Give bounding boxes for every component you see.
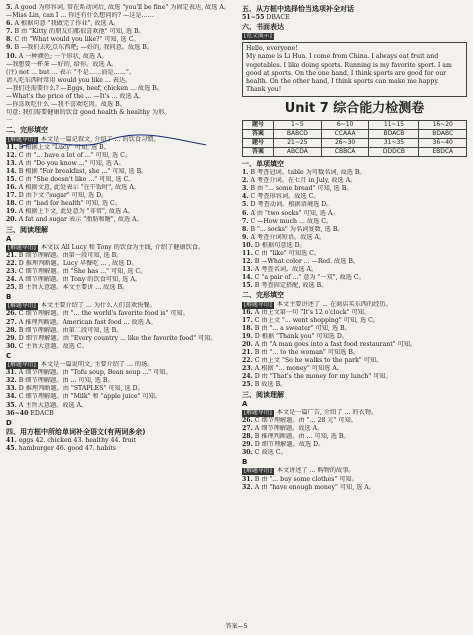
question-number: 25. bbox=[242, 381, 253, 389]
answer-text: B 细节理解题。由 ... 可知, 选 B。 bbox=[18, 377, 114, 385]
answer-text: B 由 "... some bread" 可知, 选 B。 bbox=[250, 185, 353, 193]
section-tag: [解题导语] bbox=[244, 468, 272, 475]
answer-line bbox=[6, 335, 232, 343]
section-heading: D bbox=[6, 418, 12, 427]
question-number: 6. bbox=[242, 209, 249, 217]
answer-table-label: 答案 bbox=[243, 129, 274, 138]
answer-text: C 由 "She doesn't like ..." 可知, 选 C。 bbox=[18, 175, 135, 183]
answer-text: C 由上文 "So he walks to the park" 可知。 bbox=[254, 357, 383, 365]
answer-line bbox=[242, 301, 467, 309]
question-number: 24. bbox=[6, 276, 17, 284]
answer-text: A 细节理解题。由 Tony 的饮食可知, 选 A。 bbox=[18, 276, 141, 284]
answer-line bbox=[242, 349, 467, 357]
question-number: 32. bbox=[242, 483, 253, 491]
question-number: 7. bbox=[6, 28, 13, 36]
answer-line bbox=[6, 437, 232, 445]
answer-table-cell: BABCD bbox=[274, 129, 322, 138]
answer-line bbox=[6, 310, 232, 318]
answer-text: C 由 "bad for health" 可知, 选 C。 bbox=[18, 200, 121, 208]
answer-text: A 根据上下文, 此处意为 "非常", 故选 A。 bbox=[18, 208, 134, 216]
left-column bbox=[6, 4, 232, 453]
answer-text: D 由下文 "sugar" 可知, 选 D。 bbox=[18, 192, 108, 200]
answer-text: D 细节理解题。由 "Every country ... like the favorite food" 可知。 bbox=[18, 334, 217, 342]
essay-paragraph: My name is Li Hua. I come from China. I always eat fruit and vegetables. I like doing sports. Running is my favorite sport. I am good at sports. On the one hand, I think sports are good for our health. On the other hand, I think sports can make me happy. bbox=[246, 53, 452, 85]
answer-line bbox=[242, 476, 467, 484]
answer-line bbox=[6, 343, 232, 351]
answer-text: A 主旨大意题。故选 A。 bbox=[18, 401, 88, 409]
answer-text: D 根据 "Thank you" 可知选 D。 bbox=[254, 332, 349, 340]
answer-text: —我想要一杯茶 —好的, 给你。故选 A。 bbox=[6, 60, 118, 68]
answer-line bbox=[6, 20, 232, 28]
question-number: 19. bbox=[242, 332, 253, 340]
answer-line bbox=[6, 327, 232, 335]
answer-text: DBACE bbox=[266, 14, 290, 22]
section-tag: [范文展示] bbox=[244, 33, 272, 40]
answer-text: A 考查介词短语。故选 A。 bbox=[250, 233, 326, 241]
answer-text: 本文是一篇广告, 介绍了 ... 的衣物。 bbox=[276, 408, 378, 416]
answer-line bbox=[6, 244, 232, 252]
question-number: 26. bbox=[242, 416, 253, 424]
question-number: 17. bbox=[242, 316, 253, 324]
section-heading: A bbox=[6, 234, 12, 243]
question-number: 14. bbox=[242, 274, 253, 282]
answer-table-cell: 1~5 bbox=[274, 120, 322, 129]
answer-text: B 由 "... buy some clothes" 可知。 bbox=[254, 475, 358, 483]
answer-line bbox=[6, 377, 232, 385]
answer-text: —你喜欢吃什么 —我不喜欢吃肉。故选 B。 bbox=[6, 101, 126, 109]
answer-text: B 考查冠词。table 为可数名词, 故选 B。 bbox=[250, 169, 366, 177]
section-heading: 二、完形填空 bbox=[6, 126, 48, 135]
answer-line bbox=[242, 425, 467, 433]
answer-text: A fat and sugar 表示 "脂肪和糖", 故选 A。 bbox=[18, 216, 143, 224]
section-heading: A bbox=[242, 399, 248, 408]
answer-table-cell: 36~40 bbox=[419, 138, 467, 147]
question-number: 13. bbox=[242, 266, 253, 274]
answer-line bbox=[6, 410, 232, 418]
answer-line bbox=[6, 61, 232, 69]
question-number: 12. bbox=[242, 258, 253, 266]
answer-text: A 一种颜色; 一个形状, 故选 A。 bbox=[18, 52, 108, 60]
question-number: 9. bbox=[242, 233, 249, 241]
answer-table-label: 题号 bbox=[243, 120, 274, 129]
answer-line bbox=[6, 12, 232, 20]
answer-line bbox=[6, 85, 232, 93]
answer-line bbox=[6, 4, 232, 12]
answer-line bbox=[242, 218, 467, 226]
answer-text: B 根据上文 "Lucy" 可知, 选 B。 bbox=[18, 143, 110, 151]
question-number: 4. bbox=[242, 193, 249, 201]
answer-text: A 考查介词。在七月 in July, 故选 A。 bbox=[250, 177, 357, 185]
answer-table-cell: CCAAA bbox=[321, 129, 369, 138]
answer-text: A 细节理解题。故选 A。 bbox=[254, 424, 324, 432]
answer-text: EDACB bbox=[30, 409, 54, 417]
section-heading: 一、单项填空 bbox=[242, 159, 284, 168]
answer-text: D 推理判断题。Lucy 早餐吃 ... , 故选 D。 bbox=[18, 259, 138, 267]
answer-line bbox=[6, 36, 232, 44]
answer-line bbox=[242, 274, 467, 282]
question-number: 23. bbox=[6, 268, 17, 275]
answer-line bbox=[6, 200, 232, 208]
answer-line bbox=[6, 77, 232, 85]
question-number: 30. bbox=[6, 342, 17, 350]
question-number: 9. bbox=[6, 44, 13, 52]
answer-table-row bbox=[243, 129, 467, 138]
answer-line bbox=[242, 449, 467, 457]
answer-table-cell: BDABC bbox=[419, 129, 467, 138]
question-number: 35. bbox=[6, 401, 17, 409]
answer-text: 本文主要介绍了 ... 为什么人们喜欢快餐。 bbox=[40, 302, 156, 310]
answer-table-cell: 11~15 bbox=[369, 120, 419, 129]
question-number: 16. bbox=[242, 308, 253, 316]
answer-table-cell: DDDCB bbox=[369, 147, 419, 156]
section-heading: 五、从方框中选择恰当选项补全对话 bbox=[242, 5, 354, 13]
question-number: 27. bbox=[242, 424, 253, 432]
answer-line bbox=[6, 160, 232, 168]
answer-line bbox=[6, 28, 232, 36]
answer-line bbox=[6, 208, 232, 216]
question-number: 10. bbox=[242, 241, 253, 249]
answer-text: —What's the price of the ... —It's ... 故选 A。 bbox=[6, 93, 145, 101]
question-number: 6. bbox=[6, 20, 13, 28]
question-number: 29. bbox=[6, 334, 17, 342]
question-number: 5. bbox=[6, 4, 13, 11]
question-number: 25. bbox=[6, 284, 17, 292]
question-number: 21. bbox=[242, 349, 253, 357]
question-number: 8. bbox=[6, 36, 13, 44]
question-number: 22. bbox=[6, 259, 17, 267]
answer-text: C 细节理解题。由 "She has ..." 可知, 选 C。 bbox=[18, 268, 147, 275]
question-number: 51~55 bbox=[242, 14, 265, 22]
answer-line bbox=[242, 258, 467, 266]
answer-line bbox=[6, 192, 232, 200]
answer-text: B 细节理解题。由第一段可知, 选 B。 bbox=[18, 251, 123, 259]
question-number: 24. bbox=[242, 373, 253, 381]
answer-text: B —我们去吃点东西吧; —好的, 我同意。故选 B。 bbox=[14, 44, 154, 52]
answer-line bbox=[242, 201, 467, 209]
question-number: 34. bbox=[6, 393, 17, 401]
answer-text: B —What color ... —Red. 故选 B。 bbox=[254, 258, 360, 266]
answer-line bbox=[242, 226, 467, 234]
question-number: 17. bbox=[6, 192, 17, 200]
question-number: 20. bbox=[6, 216, 17, 224]
answer-text: (注) not ... but ... 表示 "不是……而是……"。 bbox=[6, 68, 136, 76]
answer-line bbox=[6, 268, 232, 276]
answer-text: B 由 "Kitty 的朋友们都很喜欢他" 可知, 选 B。 bbox=[14, 28, 145, 36]
answer-text: B 考查固定搭配, 故选 B。 bbox=[254, 282, 328, 290]
answer-line bbox=[242, 317, 467, 325]
answer-table-cell: 21~25 bbox=[274, 138, 322, 147]
answer-line bbox=[6, 53, 232, 61]
answer-text: A 根据 "... money" 可知选 A。 bbox=[254, 365, 343, 373]
essay-paragraph: Thank you! bbox=[246, 85, 282, 93]
answer-text: A good 为形容词, 常在系动词后, 故选 "you'll be fine" 为固定表达, 故选 A。 bbox=[14, 4, 231, 11]
answer-text: C 由 "... have a lot of ..." 可知, 选 C。 bbox=[18, 151, 132, 159]
answer-text: D 根据句意选 D。 bbox=[254, 241, 306, 249]
question-number: 36~40 bbox=[6, 409, 29, 417]
question-number: 1. bbox=[242, 169, 249, 177]
answer-line bbox=[6, 385, 232, 393]
answer-text: 本文主要讲述了 ... 在商店买东西的经历。 bbox=[276, 300, 392, 308]
answer-table-row bbox=[243, 138, 467, 147]
answer-text: A 由 "have enough money" 可知, 选 A。 bbox=[254, 483, 375, 491]
answer-text: 本文是一篇说明文, 主要介绍了 ... 的汤。 bbox=[40, 361, 154, 369]
unit-title: Unit 7 综合能力检测卷 bbox=[284, 100, 425, 116]
answer-line bbox=[242, 373, 467, 381]
answer-line bbox=[6, 302, 232, 310]
question-number: 11. bbox=[242, 249, 253, 257]
section-heading: 二、完形填空 bbox=[242, 291, 284, 300]
answer-text: A 根据句意 "我做完了作业", 故选 A。 bbox=[14, 20, 120, 28]
answer-line bbox=[6, 184, 232, 192]
answer-line bbox=[242, 417, 467, 425]
answer-line bbox=[6, 361, 232, 369]
section-tag: [解题导语] bbox=[244, 301, 272, 308]
question-number: 16. bbox=[6, 184, 17, 192]
page bbox=[6, 4, 467, 626]
question-number: 45. bbox=[6, 444, 17, 452]
question-number: 22. bbox=[242, 357, 253, 365]
answer-line bbox=[6, 319, 232, 327]
answer-line bbox=[6, 284, 232, 292]
essay-paragraph: Hello, everyone! bbox=[246, 45, 298, 53]
answer-line bbox=[6, 176, 232, 184]
answer-text: A 由 "A man goes into a fast food restaurant" 可知。 bbox=[254, 341, 417, 348]
answer-line bbox=[6, 402, 232, 410]
question-number: 18. bbox=[6, 200, 17, 208]
answer-text: 请人吃东西时常用 would you like ... 表达。 bbox=[6, 76, 132, 84]
answer-text: C 考查形容词。故选 C。 bbox=[250, 193, 320, 201]
answer-line bbox=[242, 467, 467, 475]
answer-text: A 由上文第一句 "It's 12 o'clock" 可知。 bbox=[254, 308, 370, 316]
answer-text: A 根据文意, 此处表示 "在午饭时", 故选 A。 bbox=[18, 184, 140, 192]
answer-table-cell: BDACB bbox=[369, 129, 419, 138]
answer-text: C 细节理解题。由 "... 28 元" 可知。 bbox=[254, 416, 357, 424]
section-heading: 六、书面表达 bbox=[242, 23, 284, 32]
answer-text: 本文是一篇记叙文, 介绍了 ... 的饮食习惯。 bbox=[40, 135, 160, 143]
answer-line bbox=[242, 32, 467, 40]
answer-text: 本文以 All Lucy 和 Tony 的饮食为主线, 介绍了健康饮食。 bbox=[40, 243, 205, 251]
section-tag: [解题导语] bbox=[8, 244, 36, 251]
answer-line bbox=[6, 109, 232, 117]
answer-line bbox=[242, 282, 467, 290]
answer-line bbox=[6, 369, 232, 377]
answer-table-cell: EBDCA bbox=[419, 147, 467, 156]
answer-text: C 由 "like" 可知选 C。 bbox=[254, 249, 321, 257]
answer-line bbox=[242, 309, 467, 317]
answer-line bbox=[242, 333, 467, 341]
answer-line bbox=[6, 445, 232, 453]
answer-text: D 推理判断题。由 "STAPLES" 可知, 选 D。 bbox=[18, 385, 144, 393]
question-number: 2. bbox=[242, 177, 249, 185]
answer-table-label: 答案 bbox=[243, 147, 274, 156]
answer-text: C "a pair of ..." 意为 "一双", 故选 C。 bbox=[254, 274, 365, 282]
answer-text: D 考查动词。根据语境选 D。 bbox=[250, 201, 333, 209]
question-number: 15. bbox=[242, 282, 253, 290]
question-number: 33. bbox=[6, 385, 17, 393]
question-number: 7. bbox=[242, 217, 249, 225]
handwriting-mark bbox=[16, 129, 216, 159]
question-number: 26. bbox=[6, 310, 17, 318]
answer-text: eggs 42. chicken 43. healthy 44. fruit bbox=[18, 436, 137, 444]
answer-line bbox=[242, 433, 467, 441]
answer-text: B 由 "... a sweater" 可知, 选 B。 bbox=[254, 324, 351, 332]
answer-text: B 根据 "For breakfast, she ..." 可知, 选 B。 bbox=[18, 167, 148, 175]
section-tag: [解题导语] bbox=[8, 136, 36, 143]
answer-text: B 细节理解题。由第二段可知, 选 B。 bbox=[18, 326, 123, 334]
answer-table-cell: ABCDA bbox=[274, 147, 322, 156]
answer-line bbox=[242, 381, 467, 389]
answer-text: 本文讲述了 ... 购物的故事。 bbox=[276, 467, 355, 475]
section-heading: C bbox=[6, 351, 12, 360]
answer-line bbox=[242, 357, 467, 365]
answer-line bbox=[6, 44, 232, 52]
answer-line bbox=[6, 260, 232, 268]
question-number: 12. bbox=[6, 151, 17, 159]
question-number: 31. bbox=[242, 475, 253, 483]
question-number: 27. bbox=[6, 318, 17, 326]
section-tag: [解题导语] bbox=[8, 303, 36, 310]
section-heading: 四、用方框中所给单词补全语文(有两词多余) bbox=[6, 427, 146, 436]
answer-line bbox=[242, 365, 467, 373]
answer-table-row bbox=[243, 120, 467, 129]
answer-table-cell: CBBCA bbox=[321, 147, 369, 156]
question-number: 15. bbox=[6, 175, 17, 183]
answer-text: B 由 "... to the woman" 可知选 B。 bbox=[254, 349, 360, 357]
question-number: 28. bbox=[6, 326, 17, 334]
question-number: 20. bbox=[242, 341, 253, 348]
answer-text: D 由 "That's the money for my lunch" 可知。 bbox=[254, 373, 392, 381]
question-number: 18. bbox=[242, 324, 253, 332]
answer-text: C 主旨大意题。故选 C。 bbox=[18, 342, 88, 350]
section-heading: B bbox=[6, 293, 12, 302]
answer-line bbox=[6, 276, 232, 284]
answer-line bbox=[242, 185, 467, 193]
answer-table-label: 题号 bbox=[243, 138, 274, 147]
question-number: 23. bbox=[242, 365, 253, 373]
answer-text: C —How much ... 故选 C。 bbox=[250, 217, 333, 225]
section-tag: [解题导语] bbox=[8, 362, 36, 369]
question-number: 30. bbox=[242, 449, 253, 457]
page-footer: 答案—5 bbox=[225, 623, 248, 630]
question-number: 11. bbox=[6, 143, 17, 151]
answer-text: C 由 "What would you like?" 可知, 选 C。 bbox=[14, 36, 140, 44]
answer-line bbox=[6, 117, 232, 125]
answer-text: D 细节理解题。故选 D。 bbox=[254, 441, 325, 449]
answer-text: A 考查名词。故选 A。 bbox=[254, 266, 318, 274]
answer-line bbox=[242, 210, 467, 218]
answer-table-cell: 16~20 bbox=[419, 120, 467, 129]
answer-line bbox=[242, 14, 467, 22]
answer-line bbox=[242, 177, 467, 185]
question-number: 5. bbox=[242, 201, 249, 209]
answer-text: B "... socks" 为名词复数, 选 B。 bbox=[250, 225, 344, 233]
answer-text: 一 bbox=[6, 117, 13, 125]
answer-text: hamburger 46. good 47. habits bbox=[18, 444, 116, 452]
question-number: 28. bbox=[242, 433, 253, 441]
answer-text: B 推理判断题。由 ... 可知, 选 B。 bbox=[254, 433, 350, 441]
answer-line bbox=[6, 252, 232, 260]
question-number: 41. bbox=[6, 436, 17, 444]
answer-text: A 由 "two socks" 可知, 选 A。 bbox=[250, 209, 339, 217]
answer-table-cell: 31~35 bbox=[369, 138, 419, 147]
answer-line bbox=[242, 441, 467, 449]
answer-text: C 由上文 "... went shopping" 可知, 选 C。 bbox=[254, 316, 380, 324]
answer-text: A 由 "Do you know ..." 可知, 选 A。 bbox=[18, 159, 125, 167]
answer-text: C 故选 C。 bbox=[254, 449, 287, 457]
right-column bbox=[242, 4, 467, 492]
answer-table bbox=[242, 120, 467, 157]
answer-text: 句意: 我们需要健康的饮食 good health & healthy 为形。 bbox=[6, 109, 171, 117]
question-number: 3. bbox=[242, 185, 249, 193]
answer-text: A 细节理解题。由 "Tofu soup, Bean soup ..." 可知。 bbox=[18, 369, 172, 377]
answer-line bbox=[242, 341, 467, 349]
answer-line bbox=[242, 193, 467, 201]
question-number: 32. bbox=[6, 377, 17, 385]
answer-line bbox=[6, 69, 232, 77]
section-tag: [解题导语] bbox=[244, 409, 272, 416]
section-heading: 三、阅读理解 bbox=[6, 225, 48, 234]
answer-text: —Miss Lin, can I ... 你还有什么想问的? —这是…… bbox=[6, 12, 154, 20]
answer-text: —我们还需要什么? —Eggs, beef, chicken ... 故选 B。 bbox=[6, 84, 164, 92]
answer-text: A 推理判断题。American fast food ... 故选 A。 bbox=[18, 318, 157, 326]
answer-line bbox=[242, 409, 467, 417]
model-essay-box bbox=[242, 42, 467, 97]
answer-line bbox=[242, 242, 467, 250]
answer-line bbox=[242, 325, 467, 333]
answer-line bbox=[6, 101, 232, 109]
answer-line bbox=[6, 168, 232, 176]
answer-line bbox=[6, 216, 232, 224]
answer-text: C 细节理解题。由 "... the world's favorite food is" 可知。 bbox=[18, 310, 189, 318]
question-number: 29. bbox=[242, 441, 253, 449]
answer-line bbox=[242, 266, 467, 274]
answer-line bbox=[6, 393, 232, 401]
answer-table-row bbox=[243, 147, 467, 156]
question-number: 19. bbox=[6, 208, 17, 216]
answer-text: B 故选 B。 bbox=[254, 381, 287, 389]
answer-line bbox=[242, 169, 467, 177]
answer-line bbox=[6, 93, 232, 101]
answer-line bbox=[242, 250, 467, 258]
answer-text: B 主旨大意题。本文主要讲 ... 故选 B。 bbox=[18, 284, 129, 292]
answer-text: C 细节理解题。由 "Milk" 和 "apple juice" 可知。 bbox=[18, 393, 162, 401]
section-heading: 三、阅读理解 bbox=[242, 390, 284, 399]
question-number: 10. bbox=[6, 52, 17, 60]
answer-line bbox=[242, 484, 467, 492]
question-number: 21. bbox=[6, 251, 17, 259]
answer-table-cell: 26~30 bbox=[321, 138, 369, 147]
answer-line bbox=[242, 234, 467, 242]
question-number: 14. bbox=[6, 167, 17, 175]
question-number: 31. bbox=[6, 369, 17, 377]
question-number: 13. bbox=[6, 159, 17, 167]
section-heading: B bbox=[242, 458, 248, 467]
question-number: 8. bbox=[242, 225, 249, 233]
answer-table-cell: 6~10 bbox=[321, 120, 369, 129]
